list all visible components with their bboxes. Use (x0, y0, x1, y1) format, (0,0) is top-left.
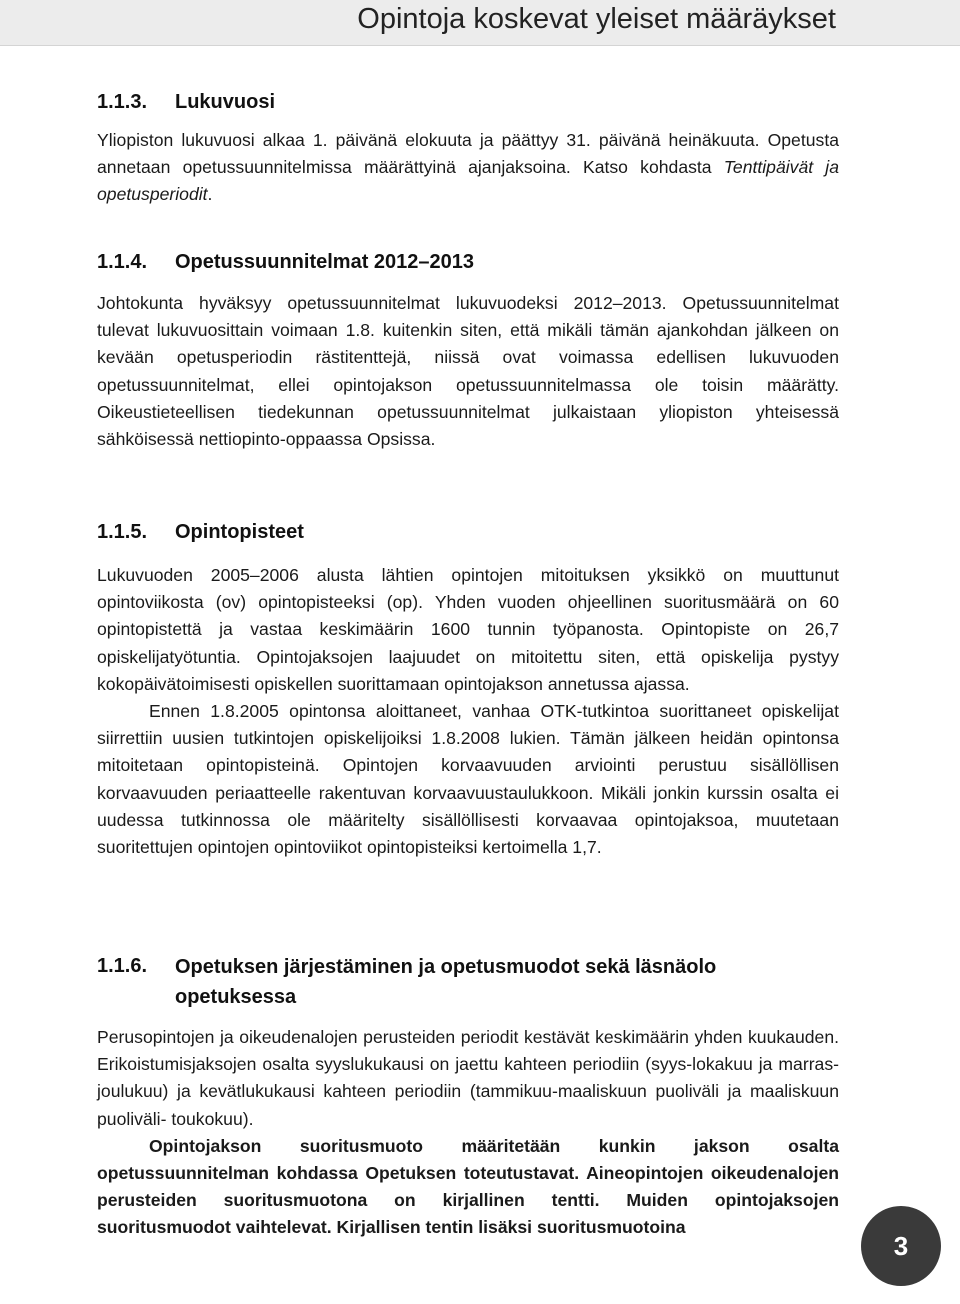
paragraph: Lukuvuoden 2005–2006 alusta lähtien opintojen mitoituksen yksikkö on muuttunut opintoviikosta (ov) opintopisteeksi (op). Yhden vuoden ohjeellinen suoritusmäärä on 60 opintopistettä ja vastaa keskimäärin 1600 tunnin työpanosta. Opintopiste on 26,7 opiskelijatyötuntia. Opintojaksojen laajuudet on mitoitettu siten, että opiskelija pystyy kokopäivätoimisesti opiskellen suorittamaan opintojakson annetussa ajassa. (97, 565, 839, 694)
paragraph-text: Yliopiston lukuvuosi alkaa 1. päivänä elokuuta ja päättyy 31. päivänä heinäkuuta. Opetusta annetaan opetussuunnitelmissa määrättyinä ajanjaksoina. Katso kohdasta (97, 130, 839, 178)
section-number: 1.1.6. (97, 955, 148, 977)
section-title: Lukuvuosi (175, 91, 276, 113)
section-opetuksen-jarjestaminen (97, 952, 839, 1242)
section-heading (97, 518, 839, 546)
paragraph (97, 127, 839, 209)
paragraph: Ennen 1.8.2005 opintonsa aloittaneet, vanhaa OTK-tutkintoa suorittaneet opiskelijat siirrettiin uusien tutkintojen opiskelijoiksi 1.8.2008 lukien. Tämän jälkeen heidän opintonsa mitoitetaan opintopisteinä. Opintojen korvaavuuden arviointi perustuu sisällöllisen korvaavuuden periaatteelle rakentuvan korvaavuustaulukkoon. Mikäli jonkin kurssin osalta ei uudessa tutkinnossa ole määritelty sisällöllisesti korvaavaa opintojaksoa, muutetaan suoritettujen opintojen opintoviikot opintopisteiksi kertoimella 1,7. (97, 701, 839, 858)
section-number: 1.1.5. (97, 521, 148, 543)
section-heading (97, 248, 839, 276)
section-lukuvuosi (97, 88, 839, 209)
section-heading (97, 88, 839, 116)
paragraph: Johtokunta hyväksyy opetussuunnitelmat lukuvuodeksi 2012–2013. Opetussuunnitelmat tulevat lukuvuosittain voimaan 1.8. kuitenkin siten, että mikäli tämän ajankohdan jälkeen on kevään opetusperiodin rästitenttejä, niissä ovat voimassa edellisen lukuvuoden opetussuunnitelmat, ellei opintojakson opetussuunnitelmassa ole toisin määrätty. Oikeustieteellisen tiedekunnan opetussuunnitelmat julkaistaan yliopiston yhteisessä sähköisessä nettiopinto-oppaassa Opsissa. (97, 293, 839, 450)
paragraph-text: . (207, 184, 213, 205)
section-heading (97, 952, 839, 1012)
section-number: 1.1.4. (97, 251, 148, 273)
header-band (0, 0, 960, 46)
page-title: Opintoja koskevat yleiset määräykset (357, 3, 836, 35)
section-title: Opintopisteet (175, 521, 304, 543)
section-title: Opetussuunnitelmat 2012–2013 (175, 251, 475, 273)
paragraph: Perusopintojen ja oikeudenalojen perusteiden periodit kestävät keskimäärin yhden kuukauden. Erikoistumisjaksojen osalta syyslukukausi on jaettu kahteen periodiin (syys-lokakuu ja marras-joulukuu) ja kevätlukukausi kahteen periodiin (tammikuu-maaliskuun puoliväli ja maaliskuun puoliväli- toukokuu). (97, 1027, 839, 1129)
cross-reference: Tenttipäivät ja opetusperiodit (97, 157, 840, 205)
paragraph-emphasized: Opintojakson suoritusmuoto määritetään kunkin jakson osalta opetussuunnitelman kohdassa Opetuksen toteutustavat. Aineopintojen oikeudenalojen perusteiden suoritusmuotona on kirjallinen tentti. Muiden opintojaksojen suoritusmuodot vaihtelevat. Kirjallisen tentin lisäksi suoritusmuotoina (97, 1135, 839, 1238)
section-opetussuunnitelmat (97, 248, 839, 453)
page-number-badge: 3 (861, 1206, 941, 1286)
section-title: Opetuksen järjestäminen ja opetusmuodot sekä läsnäolo opetuksessa (175, 956, 717, 1008)
section-opintopisteet (97, 518, 839, 861)
section-number: 1.1.3. (97, 91, 148, 113)
